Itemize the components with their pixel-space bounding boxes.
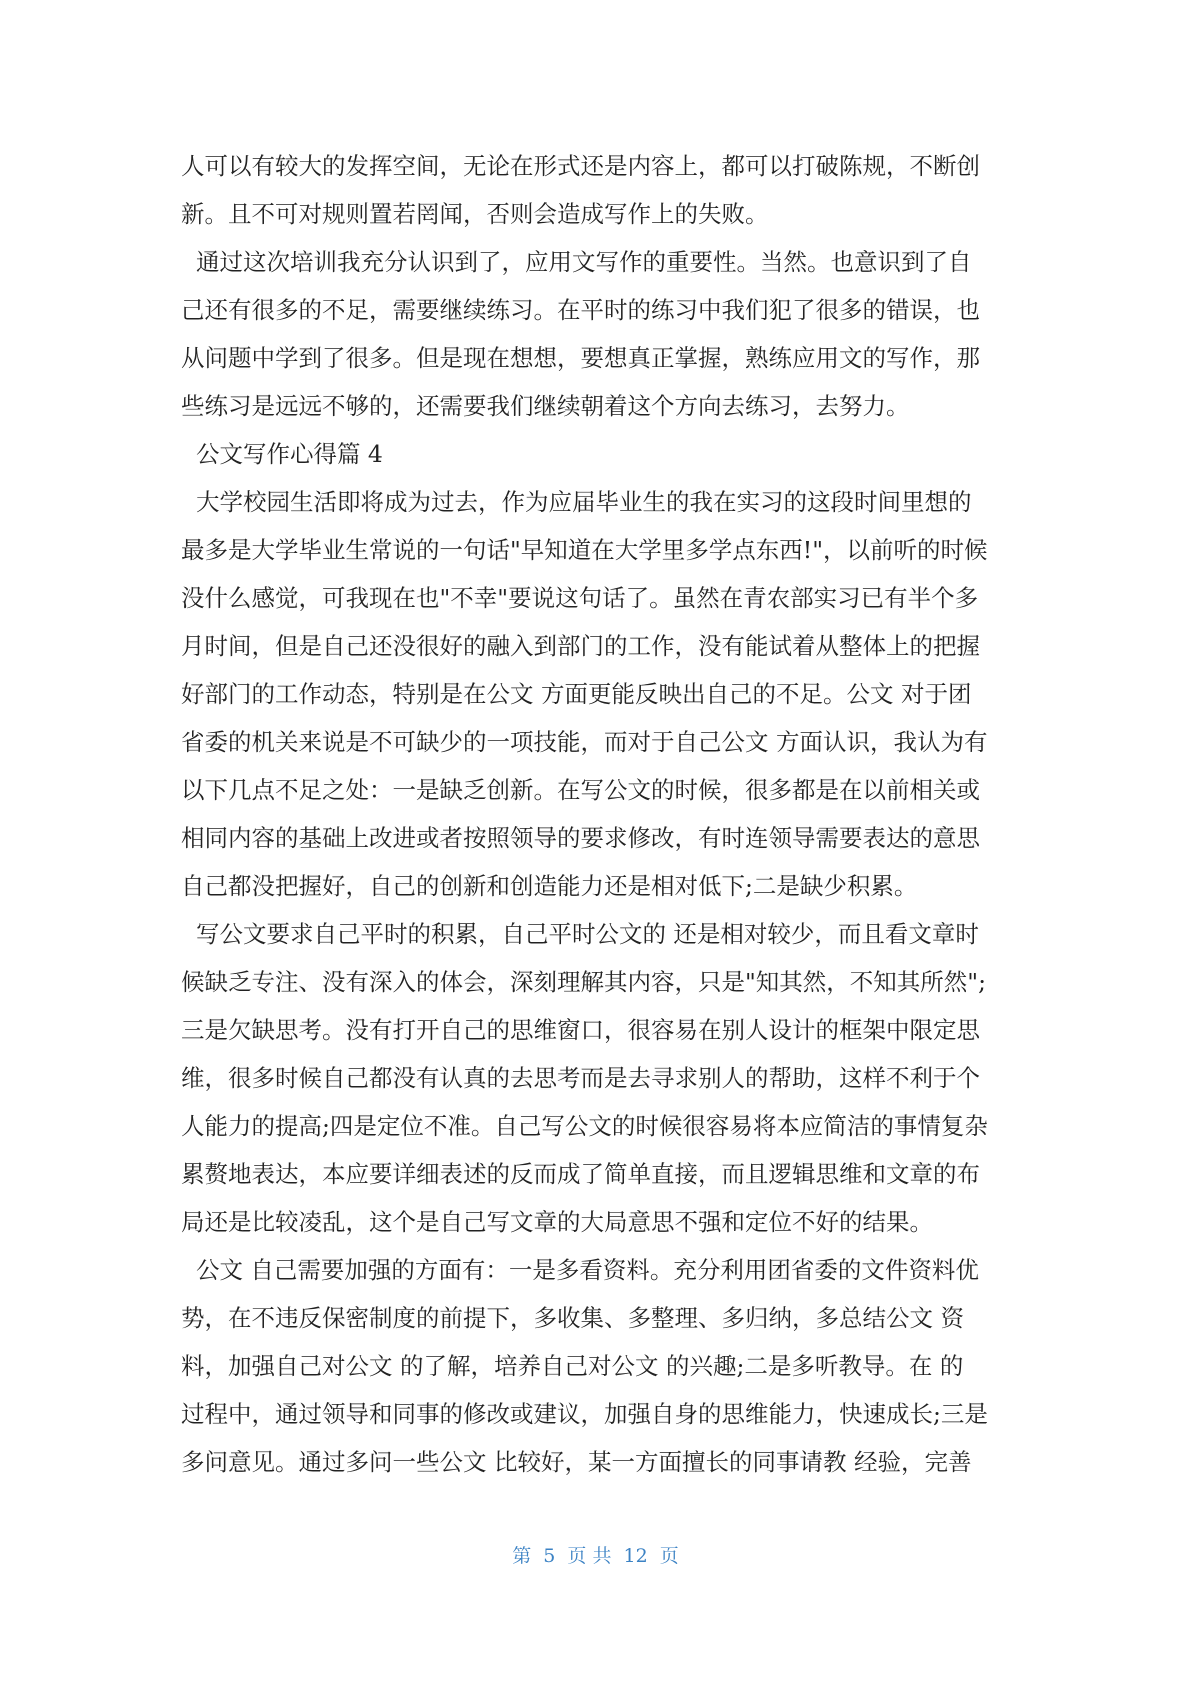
text-line: 人能力的提高;四是定位不准。自己写公文的时候很容易将本应简洁的事情复杂 bbox=[181, 1112, 988, 1140]
text-line: 三是欠缺思考。没有打开自己的思维窗口，很容易在别人设计的框架中限定思 bbox=[181, 1016, 980, 1044]
text-line: 从问题中学到了很多。但是现在想想，要想真正掌握，熟练应用文的写作，那 bbox=[181, 344, 980, 372]
text-line: 过程中，通过领导和同事的修改或建议，加强自身的思维能力，快速成长;三是 bbox=[181, 1400, 988, 1428]
text-line: 多问意见。通过多问一些公文 比较好，某一方面擅长的同事请教 经验，完善 bbox=[181, 1448, 972, 1476]
text-line: 累赘地表达，本应要详细表述的反而成了简单直接，而且逻辑思维和文章的布 bbox=[181, 1160, 980, 1188]
text-line: 相同内容的基础上改进或者按照领导的要求修改，有时连领导需要表达的意思 bbox=[181, 824, 980, 852]
section-heading: 公文写作心得篇 4 bbox=[181, 440, 383, 468]
text-line: 没什么感觉，可我现在也"不幸"要说这句话了。虽然在青农部实习已有半个多 bbox=[181, 584, 979, 612]
text-line: 局还是比较凌乱，这个是自己写文章的大局意思不强和定位不好的结果。 bbox=[181, 1208, 933, 1236]
text-line: 省委的机关来说是不可缺少的一项技能，而对于自己公文 方面认识，我认为有 bbox=[181, 728, 988, 756]
text-line: 势，在不违反保密制度的前提下，多收集、多整理、多归纳，多总结公文 资 bbox=[181, 1304, 964, 1332]
text-line: 新。且不可对规则置若罔闻，否则会造成写作上的失败。 bbox=[181, 200, 769, 228]
text-line: 维，很多时候自己都没有认真的去思考而是去寻求别人的帮助，这样不利于个 bbox=[181, 1064, 980, 1092]
text-line: 己还有很多的不足，需要继续练习。在平时的练习中我们犯了很多的错误，也 bbox=[181, 296, 980, 324]
page-number-footer: 第 5 页 共 12 页 bbox=[512, 1545, 679, 1567]
text-line: 自己都没把握好，自己的创新和创造能力还是相对低下;二是缺少积累。 bbox=[181, 872, 918, 900]
text-line: 些练习是远远不够的，还需要我们继续朝着这个方向去练习，去努力。 bbox=[181, 392, 910, 420]
text-line: 以下几点不足之处：一是缺乏创新。在写公文的时候，很多都是在以前相关或 bbox=[181, 776, 980, 804]
text-line: 公文 自己需要加强的方面有：一是多看资料。充分利用团省委的文件资料优 bbox=[181, 1256, 979, 1284]
text-line: 通过这次培训我充分认识到了，应用文写作的重要性。当然。也意识到了自 bbox=[181, 248, 972, 276]
text-line: 料，加强自己对公文 的了解，培养自己对公文 的兴趣;二是多听教导。在 的 bbox=[181, 1352, 964, 1380]
body-text bbox=[181, 142, 1018, 1486]
text-line: 好部门的工作动态，特别是在公文 方面更能反映出自己的不足。公文 对于团 bbox=[181, 680, 972, 708]
text-line: 最多是大学毕业生常说的一句话"早知道在大学里多学点东西!"，以前听的时候 bbox=[181, 536, 988, 564]
text-line: 大学校园生活即将成为过去，作为应届毕业生的我在实习的这段时间里想的 bbox=[181, 488, 972, 516]
text-line: 候缺乏专注、没有深入的体会，深刻理解其内容，只是"知其然，不知其所然"; bbox=[181, 968, 987, 996]
text-line: 人可以有较大的发挥空间，无论在形式还是内容上，都可以打破陈规，不断创 bbox=[181, 152, 980, 180]
text-line: 月时间，但是自己还没很好的融入到部门的工作，没有能试着从整体上的把握 bbox=[181, 632, 980, 660]
text-line: 写公文要求自己平时的积累，自己平时公文的 还是相对较少，而且看文章时 bbox=[181, 920, 979, 948]
